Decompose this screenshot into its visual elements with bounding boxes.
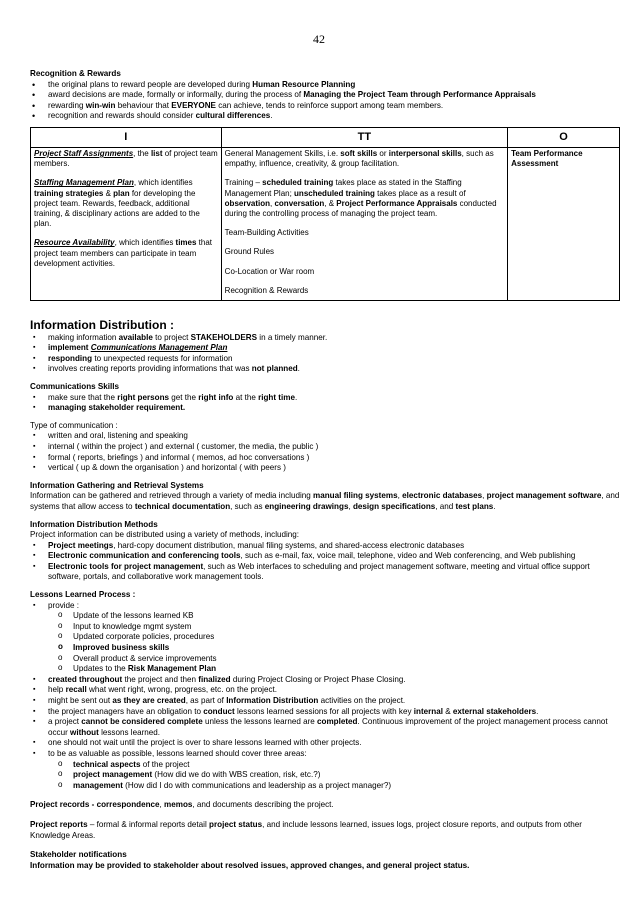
list-item: ▪ one should not wait until the project is over to share lessons learned with other projects. xyxy=(30,738,620,749)
lessons-heading: Lessons Learned Process : xyxy=(30,590,136,600)
table-header-outputs: O xyxy=(508,127,620,147)
lessons-areas-sublist xyxy=(56,760,620,792)
page-number: 42 xyxy=(313,32,325,46)
list-item: ▪ involves creating reports providing informations that was not planned. xyxy=(30,364,620,375)
comm-types-heading: Type of communication : xyxy=(30,420,118,430)
list-item: ▪ implement Communications Management Plan xyxy=(30,343,620,354)
list-item: ▪ making information available to project STAKEHOLDERS in a timely manner. xyxy=(30,333,620,344)
project-records: Project records - correspondence, memos, and documents describing the project. xyxy=(30,800,334,810)
comm-skills-list xyxy=(30,393,620,414)
recognition-list xyxy=(30,80,620,122)
methods-list xyxy=(30,541,620,583)
comm-skills-heading: Communications Skills xyxy=(30,381,120,391)
lessons-list xyxy=(30,601,620,792)
list-item: o project management (How did we do with WBS creation, risk, etc.?) xyxy=(56,770,620,781)
methods-intro: Project information can be distributed using a variety of methods, including: xyxy=(30,530,300,540)
comm-types-list xyxy=(30,431,620,473)
list-item: ▪ Electronic tools for project management, such as Web interfaces to scheduling and project management software, meeting and virtual office support software, portals, and collaborative work management tools. xyxy=(30,562,620,583)
page-content xyxy=(30,69,620,871)
list-item: o technical aspects of the project xyxy=(56,760,620,771)
table-header-inputs: I xyxy=(31,127,222,147)
list-item: ▪ Project meetings, hard-copy document distribution, manual filing systems, and shared-access electronic databases xyxy=(30,541,620,552)
recognition-heading: Recognition & Rewards xyxy=(30,69,121,78)
project-reports: Project reports – formal & informal reports detail project status, and include lessons learned, issues logs, project closure reports, and outputs from other Knowledge Areas. xyxy=(30,819,583,840)
list-item: • recognition and rewards should consider cultural differences. xyxy=(30,111,620,122)
list-item: o Overall product & service improvements xyxy=(56,654,620,665)
ito-table xyxy=(30,127,620,301)
list-item: ▪ help recall what went right, wrong, progress, etc. on the project. xyxy=(30,685,620,696)
list-item: ▪ created throughout the project and then finalized during Project Closing or Project Phase Closing. xyxy=(30,675,620,686)
methods-heading: Information Distribution Methods xyxy=(30,519,158,529)
list-item: ▪ make sure that the right persons get the right info at the right time. xyxy=(30,393,620,404)
list-item: • the original plans to reward people are developed during Human Resource Planning xyxy=(30,80,620,91)
list-item: ▪ internal ( within the project ) and external ( customer, the media, the public ) xyxy=(30,442,620,453)
list-item: • rewarding win-win behaviour that EVERYONE can achieve, tends to reinforce support among team members. xyxy=(30,101,620,112)
list-item: • award decisions are made, formally or informally, during the process of Managing the Project Team through Performance Appraisals xyxy=(30,90,620,101)
tools-cell: General Management Skills, i.e. soft skills or interpersonal skills, such as empathy, influence, creativity, & group facilitation. Training – scheduled training takes place as stated in the Staffing Management Plan; unscheduled training takes place as a result of observation, conversation, & Project Performance Appraisals conducted during the controlling process of managing the project team. Team-Building Activities Ground Rules Co-Location or War room Recognition & Rewards xyxy=(221,147,507,300)
info-distribution-list xyxy=(30,333,620,375)
list-item: o Updates to the Risk Management Plan xyxy=(56,664,620,675)
list-item: o Improved business skills xyxy=(56,643,620,654)
lessons-provide-sublist xyxy=(56,611,620,675)
list-item: o Update of the lessons learned KB xyxy=(56,611,620,622)
list-item: o Input to knowledge mgmt system xyxy=(56,622,620,633)
notifications-heading: Stakeholder notifications xyxy=(30,850,127,860)
outputs-cell: Team Performance Assessment xyxy=(508,147,620,300)
list-item: ▪ provide : o Update of the lessons learned KB o Input to knowledge mgmt system o Updated corporate policies, procedures o Improved business skills o Overall product & service improvements o Updates to the Risk Management Plan xyxy=(30,601,620,675)
list-item: ▪ written and oral, listening and speaking xyxy=(30,431,620,442)
list-item: ▪ to be as valuable as possible, lessons learned should cover three areas: o technical aspects of the project o project management (How did we do with WBS creation, risk, etc.?) o management (How did I do with communications and leadership as a project manager?) xyxy=(30,749,620,791)
list-item: ▪ managing stakeholder requirement. xyxy=(30,403,620,414)
notifications-text: Information may be provided to stakeholder about resolved issues, approved changes, and general project status. xyxy=(30,860,470,870)
list-item: ▪ Electronic communication and conferencing tools, such as e-mail, fax, voice mail, telephone, video and Web conferencing, and Web publishing xyxy=(30,551,620,562)
list-item: o management (How did I do with communications and leadership as a project manager?) xyxy=(56,781,620,792)
list-item: ▪ a project cannot be considered complete unless the lessons learned are completed. Continuous improvement of the project management process cannot occur without lessons learned. xyxy=(30,717,620,738)
table-header-tools: TT xyxy=(221,127,507,147)
list-item: o Updated corporate policies, procedures xyxy=(56,632,620,643)
list-item: ▪ formal ( reports, briefings ) and informal ( memos, ad hoc conversations ) xyxy=(30,453,620,464)
info-distribution-title: Information Distribution : xyxy=(30,318,174,332)
list-item: ▪ vertical ( up & down the organisation ) and horizontal ( with peers ) xyxy=(30,463,620,474)
list-item: ▪ the project managers have an obligation to conduct lessons learned sessions for all projects with key internal & external stakeholders. xyxy=(30,707,620,718)
inputs-cell: Project Staff Assignments, the list of project team members. Staffing Management Plan, which identifies training strategies & plan for developing the project team. Rewards, feedback, additional training, & disciplinary actions are added to the plan. Resource Availability, which identifies times that project team members can participate in team development activities. xyxy=(31,147,222,300)
gathering-paragraph: Information can be gathered and retrieved through a variety of media including manual filing systems, electronic databases, project management software, and systems that allow access to technical documentation, such as engineering drawings, design specifications, and test plans. xyxy=(30,491,620,511)
list-item: ▪ responding to unexpected requests for information xyxy=(30,354,620,365)
list-item: ▪ might be sent out as they are created, as part of Information Distribution activities on the project. xyxy=(30,696,620,707)
gathering-heading: Information Gathering and Retrieval Systems xyxy=(30,480,204,490)
